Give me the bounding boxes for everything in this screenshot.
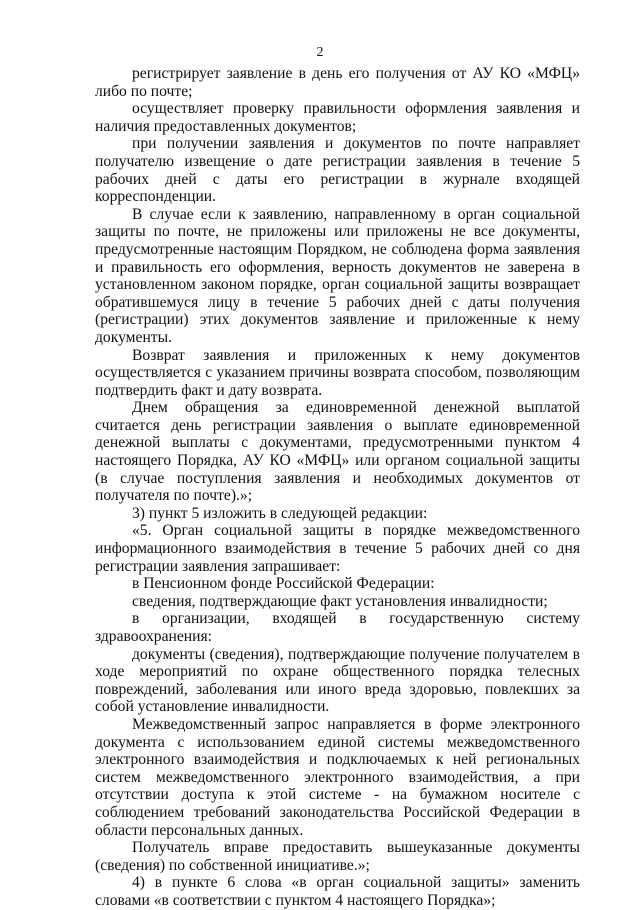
paragraph: В случае если к заявлению, направленному в орган социальной защиты по почте, не приложены или приложены не все документы, предусмотренные настоящим Порядком, не соблюдена форма заявления и правильность его оформления, верность документов не заверена в установленном законом порядке, орган социальной защиты возвращает обратившемуся лицу в течение 5 рабочих дней с даты получения (регистрации) этих документов заявление и приложенные к нему документы. xyxy=(95,205,580,346)
paragraph: 3) пункт 5 изложить в следующей редакции: xyxy=(132,504,428,522)
paragraph: Межведомственный запрос направляется в форме электронного документа с использованием единой системы межведомственного электронного взаимодействия и подключаемых к ней региональных систем межведомственного электронного взаимодействия, а при отсутствии доступа к этой системе - на бумажном носителе с соблюдением требований законодательства Российской Федерации в области персональных данных. xyxy=(95,715,580,839)
paragraph: Днем обращения за единовременной денежной выплатой считается день регистрации заявления о выплате единовременной денежной выплаты с документами, предусмотренными пунктом 4 настоящего Порядка, АУ КО «МФЦ» или органом социальной защиты (в случае поступления заявления и необходимых документов от получателя по почте).»; xyxy=(95,399,580,505)
paragraph: документы (сведения), подтверждающие получение получателем в ходе мероприятий по охране общественного порядка телесных повреждений, заболевания или иного вреда здоровью, повлекших за собой установление инвалидности. xyxy=(95,645,580,716)
page-number: 2 xyxy=(316,45,324,60)
paragraph: при получении заявления и документов по почте направляет получателю извещение о дате регистрации заявления в течение 5 рабочих дней с даты его регистрации в журнале входящей корреспонденции. xyxy=(95,135,580,206)
paragraph: в организации, входящей в государственную систему здравоохранения: xyxy=(95,610,580,645)
paragraph: в Пенсионном фонде Российской Федерации: xyxy=(132,575,435,593)
paragraph: регистрирует заявление в день его получения от АУ КО «МФЦ» либо по почте; xyxy=(95,65,580,100)
paragraph: осуществляет проверку правильности оформления заявления и наличия предоставленных документов; xyxy=(95,100,580,135)
paragraph: Получатель вправе предоставить вышеуказанные документы (сведения) по собственной инициативе.»; xyxy=(95,839,580,874)
document-body xyxy=(95,65,580,910)
paragraph: «5. Орган социальной защиты в порядке межведомственного информационного взаимодействия в течение 5 рабочих дней со дня регистрации заявления запрашивает: xyxy=(95,522,580,575)
paragraph: сведения, подтверждающие факт установления инвалидности; xyxy=(132,592,548,610)
paragraph: 4) в пункте 6 слова «в орган социальной защиты» заменить словами «в соответствии с пунктом 4 настоящего Порядка»; xyxy=(95,874,580,909)
paragraph: Возврат заявления и приложенных к нему документов осуществляется с указанием причины возврата способом, позволяющим подтвердить факт и дату возврата. xyxy=(95,346,580,399)
